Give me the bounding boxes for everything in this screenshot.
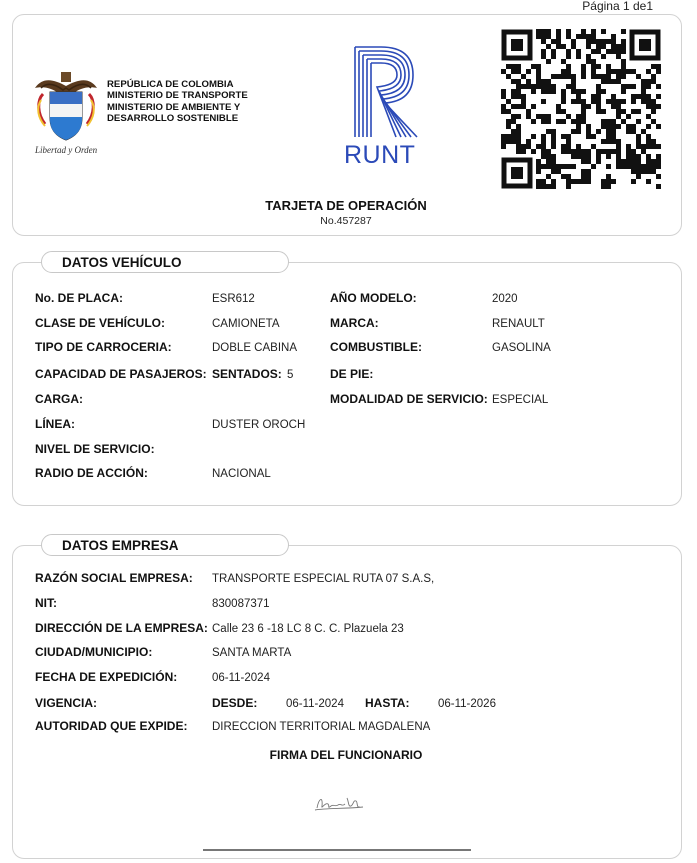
document-title: TARJETA DE OPERACIÓN — [265, 198, 427, 213]
cargo-label: CARGA: — [35, 392, 83, 406]
service-level-label: NIVEL DE SERVICIO: — [35, 442, 155, 456]
header-card — [12, 14, 682, 236]
brand-value: RENAULT — [492, 318, 545, 330]
qr-code-icon — [501, 29, 661, 189]
agency-line: DESARROLLO SOSTENIBLE — [107, 112, 239, 124]
motto-text: Libertad y Orden — [35, 145, 98, 155]
signature-line — [203, 849, 471, 851]
passenger-capacity-label: CAPACIDAD DE PASAJEROS: — [35, 367, 207, 381]
issuing-authority-label: AUTORIDAD QUE EXPIDE: — [35, 719, 188, 733]
runt-logo-text: RUNT — [344, 141, 416, 169]
plate-label: No. DE PLACA: — [35, 291, 123, 305]
coat-of-arms-icon — [33, 70, 99, 144]
range-value: NACIONAL — [212, 468, 271, 480]
validity-label: VIGENCIA: — [35, 696, 98, 710]
seated-value: 5 — [287, 369, 294, 381]
fuel-value: GASOLINA — [492, 342, 551, 354]
body-type-label: TIPO DE CARROCERIA: — [35, 340, 172, 354]
signature-image — [313, 792, 365, 814]
range-label: RADIO DE ACCIÓN: — [35, 466, 148, 480]
body-type-value: DOBLE CABINA — [212, 342, 297, 354]
line-value: DUSTER OROCH — [212, 419, 306, 431]
brand-label: MARCA: — [330, 316, 379, 330]
city-value: SANTA MARTA — [212, 647, 292, 659]
official-signature-label: FIRMA DEL FUNCIONARIO — [269, 748, 423, 762]
issue-date-label: FECHA DE EXPEDICIÓN: — [35, 670, 178, 684]
company-section-title: DATOS EMPRESA — [41, 534, 289, 556]
issue-date-value: 06-11-2024 — [212, 672, 270, 684]
vehicle-class-label: CLASE DE VEHÍCULO: — [35, 316, 166, 330]
nit-value: 830087371 — [212, 598, 270, 610]
agency-line: REPÚBLICA DE COLOMBIA — [107, 79, 234, 90]
agency-line: MINISTERIO DE AMBIENTE Y — [107, 101, 241, 113]
model-year-label: AÑO MODELO: — [330, 291, 417, 305]
model-year-value: 2020 — [492, 293, 518, 305]
service-mode-label: MODALIDAD DE SERVICIO: — [330, 392, 488, 406]
vehicle-class-value: CAMIONETA — [212, 318, 280, 330]
standing-label: DE PIE: — [330, 367, 374, 381]
line-label: LÍNEA: — [35, 417, 75, 431]
company-name-label: RAZÓN SOCIAL EMPRESA: — [35, 571, 193, 585]
issuing-authority-value: DIRECCION TERRITORIAL MAGDALENA — [212, 721, 431, 733]
address-value: Calle 23 6 -18 LC 8 C. C. Plazuela 23 — [212, 623, 404, 635]
agency-block — [107, 79, 248, 124]
document-number: No.457287 — [320, 215, 372, 227]
valid-until-label: HASTA: — [365, 696, 410, 710]
valid-from-value: 06-11-2024 — [286, 698, 344, 710]
runt-logo-icon — [349, 45, 421, 139]
page-number: Página 1 de1 — [582, 0, 653, 13]
valid-from-label: DESDE: — [212, 696, 258, 710]
service-mode-value: ESPECIAL — [492, 394, 549, 406]
fuel-label: COMBUSTIBLE: — [330, 340, 422, 354]
agency-line: MINISTERIO DE TRANSPORTE — [107, 90, 248, 102]
address-label: DIRECCIÓN DE LA EMPRESA: — [35, 621, 208, 635]
vehicle-section — [12, 255, 682, 506]
vehicle-section-title: DATOS VEHÍCULO — [41, 251, 289, 273]
plate-value: ESR612 — [212, 293, 255, 305]
seated-label: SENTADOS: — [212, 367, 282, 381]
valid-until-value: 06-11-2026 — [438, 698, 496, 710]
company-name-value: TRANSPORTE ESPECIAL RUTA 07 S.A.S, — [212, 573, 435, 585]
city-label: CIUDAD/MUNICIPIO: — [35, 645, 153, 659]
company-section — [12, 538, 682, 859]
nit-label: NIT: — [35, 596, 57, 610]
